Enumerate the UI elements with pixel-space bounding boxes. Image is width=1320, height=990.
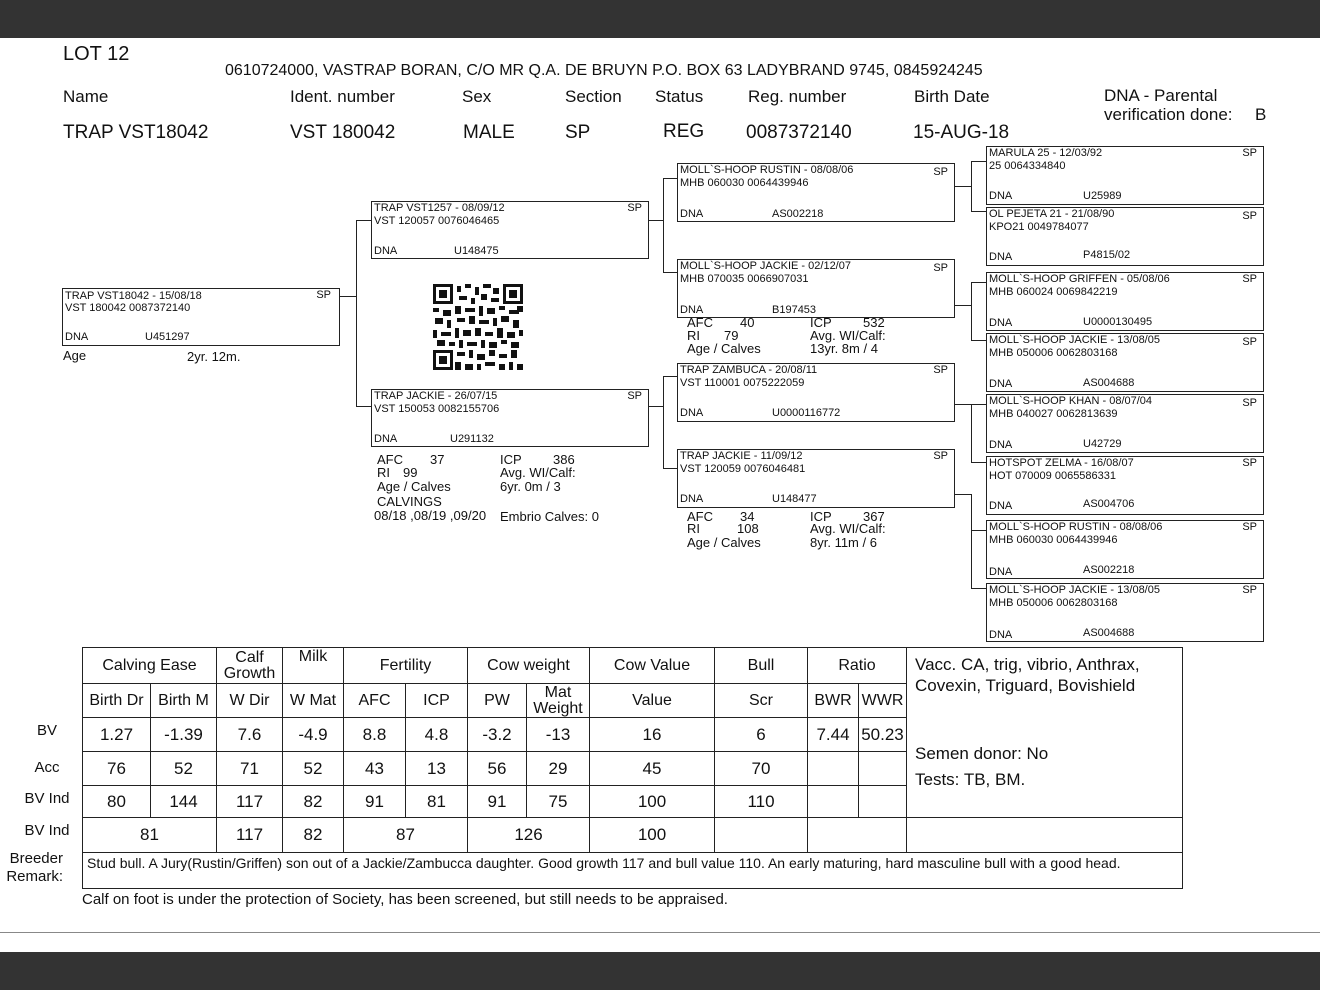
bvind-wwr	[859, 786, 907, 818]
ggp7-line1: MOLL`S-HOOP RUSTIN - 08/08/06	[989, 521, 1163, 533]
bv-scr: 6	[715, 718, 808, 752]
gp2-icp: 532	[863, 315, 885, 330]
acc-icp: 13	[406, 752, 468, 786]
gp4-avg-label: Avg. WI/Calf:	[810, 521, 886, 536]
bvind-value: 100	[590, 786, 715, 818]
group-cow-weight: Cow weight	[468, 648, 590, 684]
acc-birth-dr: 76	[83, 752, 151, 786]
row-label-bv: BV	[36, 722, 57, 739]
group-calf-growth: Calf Growth	[217, 648, 283, 684]
ggp5-dna-label: DNA	[989, 439, 1013, 451]
ggp2-dna: P4815/02	[1083, 249, 1131, 261]
great-grandparent-box-1	[986, 146, 1264, 205]
acc-pw: 56	[468, 752, 527, 786]
dam-icp: 386	[553, 452, 575, 467]
bv-w-mat: -4.9	[283, 718, 344, 752]
gp4-dna: U148477	[772, 493, 817, 505]
row-label-bvind: BV Ind	[24, 790, 70, 807]
ggp1-line1: MARULA 25 - 12/03/92	[989, 147, 1103, 159]
subject-line1: TRAP VST18042 - 15/08/18	[65, 290, 202, 302]
bvind-w-dir: 117	[217, 786, 283, 818]
ggp6-line1: HOTSPOT ZELMA - 16/08/07	[989, 457, 1134, 469]
ggp2-line2: KPO21 0049784077	[989, 221, 1089, 233]
row-label-bvind-2: BV Ind	[24, 822, 70, 839]
header-dna-1: DNA - Parental	[1104, 86, 1218, 105]
bvind2-milk: 82	[283, 818, 344, 853]
gp3-dna-label: DNA	[680, 407, 704, 419]
grandparent-box-3	[677, 363, 955, 422]
dam-dna: U291132	[450, 433, 494, 445]
notes-cell	[907, 648, 1183, 818]
bvind-birth-m: 144	[151, 786, 217, 818]
ggp1-section: SP	[1242, 147, 1257, 159]
bvind-mat-weight: 75	[527, 786, 590, 818]
great-grandparent-box-6	[986, 456, 1264, 515]
sub-value: Value	[590, 684, 715, 718]
ggp4-dna-label: DNA	[989, 378, 1013, 390]
bvind2-bull	[715, 818, 808, 853]
dam-agecalves-label: Age / Calves	[377, 479, 451, 494]
ggp7-line2: MHB 060030 0064439946	[989, 534, 1118, 546]
gp4-ri: 108	[737, 521, 759, 536]
sub-w-dir: W Dir	[217, 684, 283, 718]
ggp3-line1: MOLL`S-HOOP GRIFFEN - 05/08/06	[989, 273, 1170, 285]
header-section: Section	[565, 87, 622, 106]
sub-w-mat: W Mat	[283, 684, 344, 718]
dam-dna-label: DNA	[374, 433, 398, 445]
sire-dna: U148475	[454, 245, 499, 257]
gp2-agecalves: 13yr. 8m / 4	[810, 341, 878, 356]
ggp3-dna: U0000130495	[1083, 316, 1153, 328]
gp4-line2: VST 120059 0076046481	[680, 463, 806, 475]
gp2-line2: MHB 070035 0066907031	[680, 273, 809, 285]
animal-section: SP	[565, 122, 591, 143]
header-name: Name	[63, 87, 109, 106]
ggp1-line2: 25 0064334840	[989, 160, 1066, 172]
gp1-line1: MOLL`S-HOOP RUSTIN - 08/08/06	[680, 164, 854, 176]
gp1-line2: MHB 060030 0064439946	[680, 177, 809, 189]
bvind2-calf-growth: 117	[217, 818, 283, 853]
bvind2-calving-ease: 81	[83, 818, 217, 853]
acc-mat-weight: 29	[527, 752, 590, 786]
ggp1-dna-label: DNA	[989, 190, 1013, 202]
dam-box	[371, 389, 649, 447]
gp2-ri-label: RI	[687, 328, 700, 343]
breeder-remark: Stud bull. A Jury(Rustin/Griffen) son out of a Jackie/Zambucca daughter. Good growth 117 and bull value 110. An early maturing, hard masculine bull with a good head.	[83, 853, 1183, 889]
gp2-afc-label: AFC	[687, 315, 713, 330]
ggp5-line1: MOLL`S-HOOP KHAN - 08/07/04	[989, 395, 1153, 407]
ggp6-dna: AS004706	[1083, 498, 1135, 510]
animal-ident: VST 180042	[290, 122, 396, 143]
bvind-afc: 91	[344, 786, 406, 818]
bv-value: 16	[590, 718, 715, 752]
bv-icp: 4.8	[406, 718, 468, 752]
subject-dna-label: DNA	[65, 331, 89, 343]
ggp2-dna-label: DNA	[989, 251, 1013, 263]
bv-table	[82, 647, 1183, 889]
bvind-w-mat: 82	[283, 786, 344, 818]
dam-line1: TRAP JACKIE - 26/07/15	[374, 390, 498, 402]
ggp4-section: SP	[1242, 336, 1257, 348]
gp2-agecalves-label: Age / Calves	[687, 341, 761, 356]
acc-value: 45	[590, 752, 715, 786]
ggp7-dna: AS002218	[1083, 564, 1135, 576]
animal-reg: 0087372140	[746, 122, 852, 143]
bv-w-dir: 7.6	[217, 718, 283, 752]
row-label-acc: Acc	[34, 759, 60, 776]
sub-birth-m: Birth M	[151, 684, 217, 718]
gp4-line1: TRAP JACKIE - 11/09/12	[680, 450, 803, 462]
ggp8-dna: AS004688	[1083, 627, 1135, 639]
dam-avg-label: Avg. WI/Calf:	[500, 465, 576, 480]
gp4-dna-label: DNA	[680, 493, 704, 505]
bvind-scr: 110	[715, 786, 808, 818]
ggp3-dna-label: DNA	[989, 317, 1013, 329]
subject-section: SP	[316, 289, 331, 301]
group-bull: Bull	[715, 648, 808, 684]
ggp8-line2: MHB 050006 0062803168	[989, 597, 1118, 609]
gp4-agecalves-label: Age / Calves	[687, 535, 761, 550]
dam-embrio: Embrio Calves: 0	[500, 509, 599, 524]
dna-verified: B	[1255, 105, 1267, 124]
gp1-dna: AS002218	[772, 208, 824, 220]
gp4-afc: 34	[740, 509, 755, 524]
ggp4-dna: AS004688	[1083, 377, 1135, 389]
sub-icp: ICP	[406, 684, 468, 718]
footer-divider	[0, 932, 1320, 933]
grandparent-box-2	[677, 259, 955, 318]
bvind2-ratio	[808, 818, 907, 853]
dam-ri-label: RI	[377, 465, 390, 480]
ggp4-line1: MOLL`S-HOOP JACKIE - 13/08/05	[989, 334, 1160, 346]
sub-wwr: WWR	[859, 684, 907, 718]
subject-box	[62, 288, 340, 346]
grandparent-box-4	[677, 449, 955, 508]
bv-mat-weight: -13	[527, 718, 590, 752]
sire-line2: VST 120057 0076046465	[374, 215, 500, 227]
ggp4-line2: MHB 050006 0062803168	[989, 347, 1118, 359]
header-birth: Birth Date	[914, 87, 990, 106]
subject-dna: U451297	[145, 331, 190, 343]
dam-calvings: 08/18 ,08/19 ,09/20	[374, 508, 487, 523]
acc-bwr	[808, 752, 859, 786]
great-grandparent-box-5	[986, 394, 1264, 453]
dam-ri: 99	[403, 465, 418, 480]
sub-scr: Scr	[715, 684, 808, 718]
gp4-icp: 367	[863, 509, 885, 524]
gp2-ri: 79	[724, 328, 739, 343]
bv-bwr: 7.44	[808, 718, 859, 752]
gp4-icp-label: ICP	[810, 509, 832, 524]
bv-birth-dr: 1.27	[83, 718, 151, 752]
sub-birth-dr: Birth Dr	[83, 684, 151, 718]
gp3-dna: U0000116772	[772, 407, 841, 419]
sire-box	[371, 201, 649, 259]
great-grandparent-box-3	[986, 272, 1264, 331]
gp2-afc: 40	[740, 315, 755, 330]
bvind2-cow-weight: 126	[468, 818, 590, 853]
owner-line: 0610724000, VASTRAP BORAN, C/O MR Q.A. DE BRUYN P.O. BOX 63 LADYBRAND 9745, 0845924245	[225, 62, 983, 79]
bvind-birth-dr: 80	[83, 786, 151, 818]
breeder-remark-label: Breeder Remark:	[6, 850, 63, 885]
subject-age: 2yr. 12m.	[187, 349, 241, 364]
gp3-line2: VST 110001 0075222059	[680, 377, 805, 389]
bv-wwr: 50.23	[859, 718, 907, 752]
header-dna-2: verification done:	[1104, 105, 1233, 124]
vaccination-notes: Vacc. CA, trig, vibrio, Anthrax, Covexin, Triguard, Bovishield	[915, 655, 1140, 695]
footer-note: Calf on foot is under the protection of Society, has been screened, but still needs to be appraised.	[82, 891, 728, 908]
grandparent-box-1	[677, 163, 955, 222]
dam-line2: VST 150053 0082155706	[374, 403, 500, 415]
sub-mat-weight: Mat Weight	[527, 684, 590, 718]
ggp1-dna: U25989	[1083, 190, 1122, 202]
sire-section: SP	[627, 202, 642, 214]
group-milk: Milk	[283, 648, 344, 684]
dam-calvings-label: CALVINGS	[377, 494, 442, 509]
bv-birth-m: -1.39	[151, 718, 217, 752]
dam-section: SP	[627, 390, 642, 402]
ggp6-dna-label: DNA	[989, 500, 1013, 512]
header-ident: Ident. number	[290, 87, 395, 106]
ggp6-line2: HOT 070009 0065586331	[989, 470, 1117, 482]
gp2-line1: MOLL`S-HOOP JACKIE - 02/12/07	[680, 260, 851, 272]
ggp6-section: SP	[1242, 457, 1257, 469]
gp4-ri-label: RI	[687, 521, 700, 536]
top-bar	[0, 0, 1320, 38]
ggp2-section: SP	[1242, 210, 1257, 222]
group-calving-ease: Calving Ease	[83, 648, 217, 684]
semen-donor: Semen donor: No	[915, 744, 1049, 763]
animal-name: TRAP VST18042	[63, 122, 209, 143]
animal-birth: 15-AUG-18	[913, 122, 1010, 143]
group-ratio: Ratio	[808, 648, 907, 684]
bvind2-cow-value: 100	[590, 818, 715, 853]
header-reg: Reg. number	[748, 87, 847, 106]
header-sex: Sex	[462, 87, 492, 106]
dam-afc-label: AFC	[377, 452, 403, 467]
bvind2-fertility: 87	[344, 818, 468, 853]
group-cow-value: Cow Value	[590, 648, 715, 684]
gp1-section: SP	[933, 166, 948, 178]
animal-sex: MALE	[463, 122, 515, 143]
bvind-bwr	[808, 786, 859, 818]
gp3-line1: TRAP ZAMBUCA - 20/08/11	[680, 364, 818, 376]
ggp5-section: SP	[1242, 397, 1257, 409]
group-fertility: Fertility	[344, 648, 468, 684]
sire-dna-label: DNA	[374, 245, 398, 257]
great-grandparent-box-8	[986, 583, 1264, 642]
gp4-section: SP	[933, 450, 948, 462]
header-status: Status	[655, 87, 704, 106]
acc-afc: 43	[344, 752, 406, 786]
gp2-dna-label: DNA	[680, 304, 704, 316]
gp2-dna: B197453	[772, 304, 817, 316]
bv-pw: -3.2	[468, 718, 527, 752]
gp2-section: SP	[933, 262, 948, 274]
sub-afc: AFC	[344, 684, 406, 718]
subject-line2: VST 180042 0087372140	[65, 302, 191, 314]
acc-w-mat: 52	[283, 752, 344, 786]
ggp8-section: SP	[1242, 584, 1257, 596]
animal-status: REG	[663, 121, 705, 142]
gp4-agecalves: 8yr. 11m / 6	[810, 535, 877, 550]
bv-afc: 8.8	[344, 718, 406, 752]
acc-w-dir: 71	[217, 752, 283, 786]
acc-scr: 70	[715, 752, 808, 786]
dam-icp-label: ICP	[500, 452, 522, 467]
sub-pw: PW	[468, 684, 527, 718]
bottom-bar	[0, 952, 1320, 990]
acc-birth-m: 52	[151, 752, 217, 786]
acc-wwr	[859, 752, 907, 786]
ggp8-dna-label: DNA	[989, 629, 1013, 641]
ggp3-line2: MHB 060024 0069842219	[989, 286, 1118, 298]
gp1-dna-label: DNA	[680, 208, 704, 220]
bvind-icp: 81	[406, 786, 468, 818]
ggp8-line1: MOLL`S-HOOP JACKIE - 13/08/05	[989, 584, 1160, 596]
sire-line1: TRAP VST1257 - 08/09/12	[374, 202, 505, 214]
ggp7-section: SP	[1242, 521, 1257, 533]
sub-bwr: BWR	[808, 684, 859, 718]
ggp3-section: SP	[1242, 273, 1257, 285]
dam-agecalves: 6yr. 0m / 3	[500, 479, 561, 494]
great-grandparent-box-2	[986, 207, 1264, 266]
bvind-pw: 91	[468, 786, 527, 818]
qr-code-icon	[433, 284, 523, 370]
gp2-avg-label: Avg. WI/Calf:	[810, 328, 886, 343]
great-grandparent-box-4	[986, 333, 1264, 392]
great-grandparent-box-7	[986, 520, 1264, 579]
gp2-icp-label: ICP	[810, 315, 832, 330]
ggp2-line1: OL PEJETA 21 - 21/08/90	[989, 208, 1115, 220]
lot-number: LOT 12	[63, 43, 130, 65]
subject-age-label: Age	[63, 348, 87, 363]
tests: Tests: TB, BM.	[915, 770, 1026, 789]
ggp7-dna-label: DNA	[989, 566, 1013, 578]
gp4-afc-label: AFC	[687, 509, 713, 524]
ggp5-line2: MHB 040027 0062813639	[989, 408, 1118, 420]
gp3-section: SP	[933, 364, 948, 376]
ggp5-dna: U42729	[1083, 438, 1122, 450]
dam-afc: 37	[430, 452, 445, 467]
